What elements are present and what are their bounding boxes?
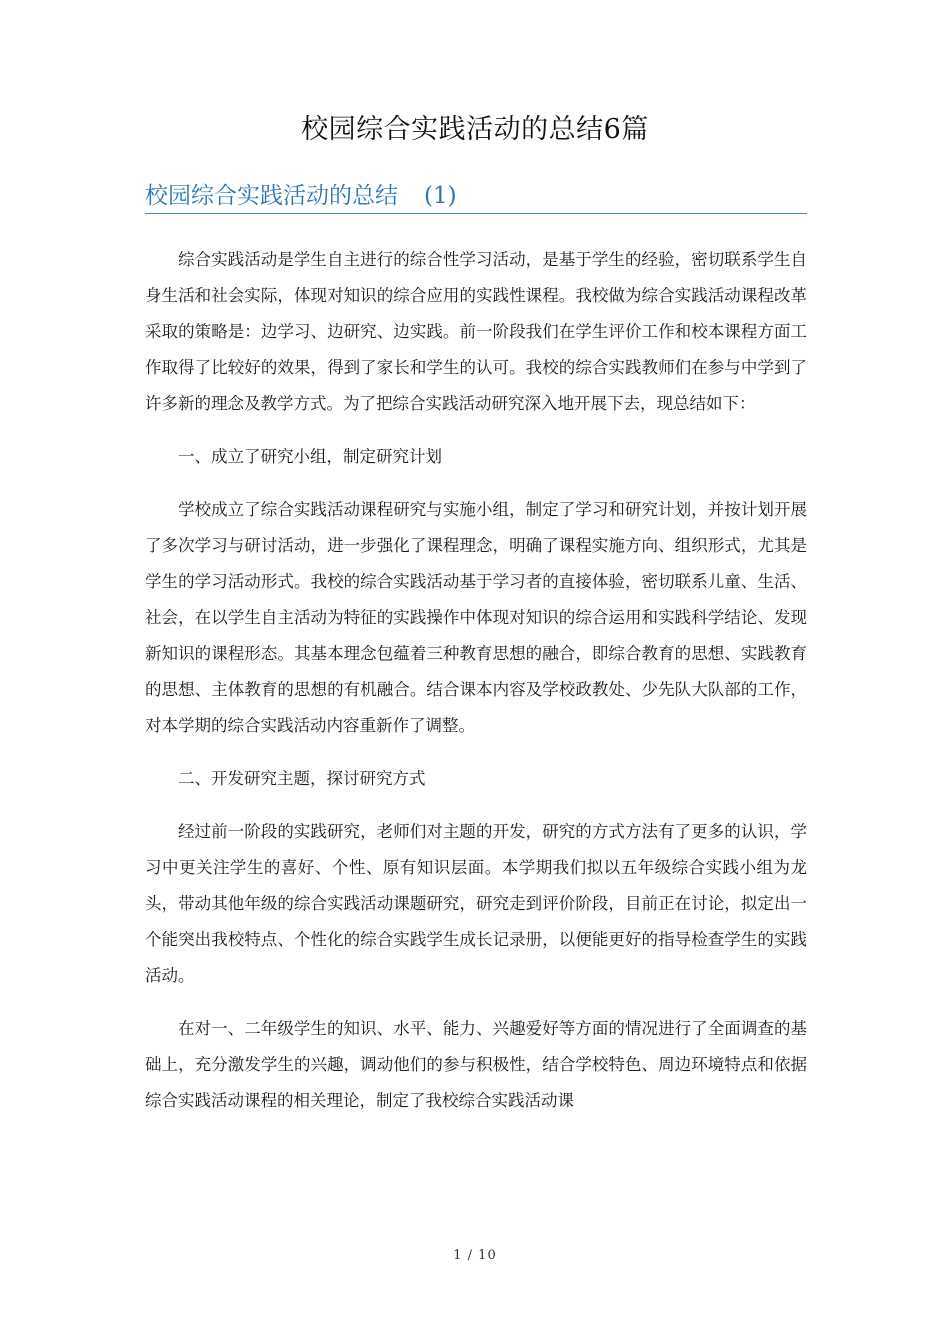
paragraph-intro: 综合实践活动是学生自主进行的综合性学习活动，是基于学生的经验，密切联系学生自身生活和社会实际，体现对知识的综合应用的实践性课程。我校做为综合实践活动课程改革采取的策略是：边学习、边研究、边实践。前一阶段我们在学生评价工作和校本课程方面工作取得了比较好的效果，得到了家长和学生的认可。我校的综合实践教师们在参与中学到了许多新的理念及教学方式。为了把综合实践活动研究深入地开展下去，现总结如下： (145, 250, 807, 413)
subheading-research-topics: 二、开发研究主题，探讨研究方式 (178, 769, 426, 788)
paragraph-student-survey: 在对一、二年级学生的知识、水平、能力、兴趣爱好等方面的情况进行了全面调查的基础上，充分激发学生的兴趣，调动他们的参与积极性，结合学校特色、周边环境特点和依据综合实践活动课程的相关理论，制定了我校综合实践活动课 (145, 1019, 807, 1110)
document-title: 校园综合实践活动的总结6篇 (301, 114, 649, 145)
document-body (145, 242, 807, 1136)
paragraph-research-topics: 经过前一阶段的实践研究，老师们对主题的开发，研究的方式方法有了更多的认识，学习中更关注学生的喜好、个性、原有知识层面。本学期我们拟以五年级综合实践小组为龙头，带动其他年级的综合实践活动课题研究，研究走到评价阶段，目前正在讨论，拟定出一个能突出我校特点、个性化的综合实践学生成长记录册，以便能更好的指导检查学生的实践活动。 (145, 822, 807, 985)
subheading-research-group: 一、成立了研究小组，制定研究计划 (178, 447, 442, 466)
section-number: (1) (424, 183, 457, 209)
section-heading-text: 校园综合实践活动的总结 (145, 183, 398, 209)
section-heading (145, 180, 807, 214)
page-number: 1 / 10 (453, 1248, 497, 1263)
paragraph-research-group: 学校成立了综合实践活动课程研究与实施小组，制定了学习和研究计划，并按计划开展了多次学习与研讨活动，进一步强化了课程理念，明确了课程实施方向、组织形式，尤其是学生的学习活动形式。我校的综合实践活动基于学习者的直接体验，密切联系儿童、生活、社会，在以学生自主活动为特征的实践操作中体现对知识的综合运用和实践科学结论、发现新知识的课程形态。其基本理念包蕴着三种教育思想的融合，即综合教育的思想、实践教育的思想、主体教育的思想的有机融合。结合课本内容及学校政教处、少先队大队部的工作，对本学期的综合实践活动内容重新作了调整。 (145, 500, 807, 735)
